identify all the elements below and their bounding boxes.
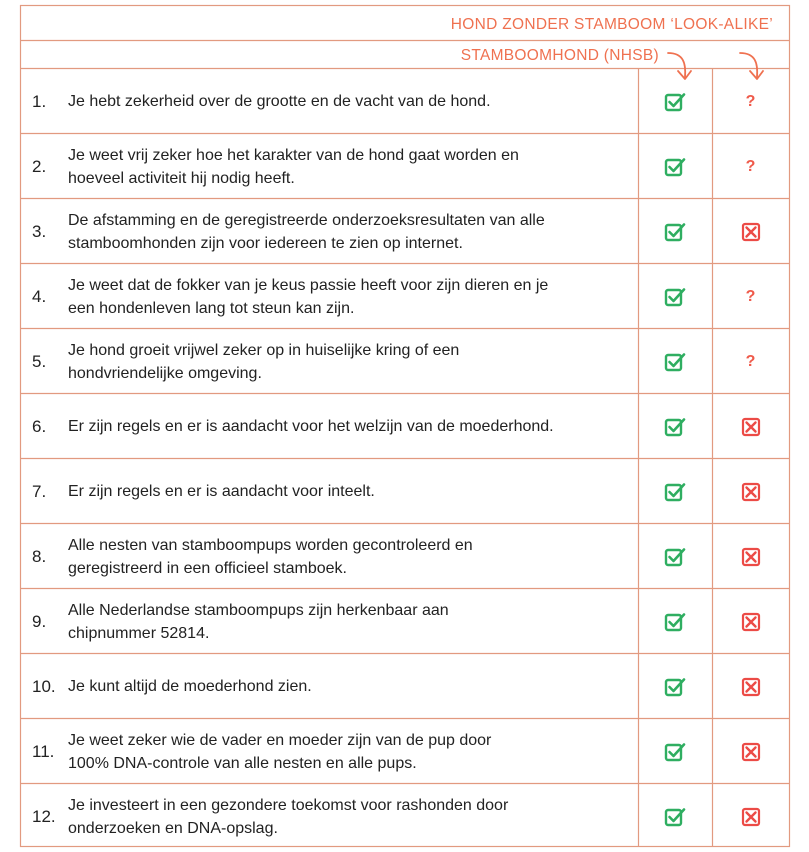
row-text — [68, 459, 628, 524]
pedigree-column-header: STAMBOOMHOND (NHSB) — [460, 47, 659, 64]
row-text-line: hondvriendelijke omgeving. — [68, 364, 262, 382]
lookalike-cell — [712, 459, 789, 524]
question-mark: ? — [745, 287, 756, 305]
cross-icon — [741, 807, 761, 827]
check-icon — [664, 417, 686, 437]
table-row — [20, 459, 789, 524]
row-number: 9. — [32, 611, 47, 631]
row-text — [68, 199, 628, 264]
lookalike-column-header: HOND ZONDER STAMBOOM ‘LOOK-ALIKE’ — [450, 16, 773, 33]
row-number: 8. — [32, 546, 47, 566]
question-mark: ? — [745, 157, 756, 175]
row-text — [68, 329, 628, 394]
check-icon — [664, 807, 686, 827]
row-text-line: De afstamming en de geregistreerde onderzoeksresultaten van alle — [68, 211, 545, 229]
row-text-line: Er zijn regels en er is aandacht voor het welzijn van de moederhond. — [68, 418, 554, 435]
lookalike-cell — [712, 69, 789, 134]
table-row — [20, 654, 789, 719]
lookalike-cell — [712, 589, 789, 654]
row-text-line: Je weet zeker wie de vader en moeder zijn van de pup door — [68, 731, 492, 749]
lookalike-cell — [712, 329, 789, 394]
lookalike-cell — [712, 524, 789, 589]
check-icon — [664, 352, 686, 372]
table-row — [20, 394, 789, 459]
row-number: 11. — [32, 741, 55, 761]
table-row — [20, 719, 789, 784]
pedigree-cell — [638, 69, 712, 134]
row-text-line: Alle nesten van stamboompups worden gecontroleerd en — [68, 536, 473, 554]
pedigree-cell — [638, 784, 712, 849]
row-text-line: chipnummer 52814. — [68, 624, 210, 642]
check-icon — [664, 92, 686, 112]
table-row — [20, 199, 789, 264]
lookalike-cell — [712, 719, 789, 784]
row-text-line: Er zijn regels en er is aandacht voor inteelt. — [68, 483, 375, 500]
row-number: 4. — [32, 286, 47, 306]
row-text-line: een hondenleven lang tot steun kan zijn. — [68, 299, 355, 317]
check-icon — [664, 547, 686, 567]
check-icon — [664, 482, 686, 502]
row-text — [68, 784, 628, 849]
row-text-line: Je hebt zekerheid over de grootte en de vacht van de hond. — [68, 93, 491, 110]
pedigree-cell — [638, 264, 712, 329]
table-row — [20, 784, 789, 849]
check-icon — [664, 742, 686, 762]
row-text — [68, 654, 628, 719]
row-number: 7. — [32, 481, 47, 501]
cross-icon — [741, 482, 761, 502]
row-text — [68, 134, 628, 199]
row-text — [68, 589, 628, 654]
check-icon — [664, 222, 686, 242]
row-number: 3. — [32, 221, 47, 241]
question-mark: ? — [745, 352, 756, 370]
cross-icon — [741, 612, 761, 632]
cross-icon — [741, 677, 761, 697]
lookalike-cell — [712, 394, 789, 459]
question-mark: ? — [745, 92, 756, 110]
pedigree-cell — [638, 199, 712, 264]
row-text-line: onderzoeken en DNA-opslag. — [68, 819, 278, 837]
pedigree-cell — [638, 329, 712, 394]
row-text-line: Je hond groeit vrijwel zeker op in huiselijke kring of een — [68, 341, 460, 359]
row-text — [68, 719, 628, 784]
table-row — [20, 524, 789, 589]
row-text-line: 100% DNA-controle van alle nesten en alle pups. — [68, 754, 417, 772]
lookalike-cell — [712, 134, 789, 199]
row-text-line: Je weet dat de fokker van je keus passie heeft voor zijn dieren en je — [68, 276, 549, 294]
table-row — [20, 134, 789, 199]
row-number: 2. — [32, 156, 47, 176]
row-text — [68, 69, 628, 134]
check-icon — [664, 677, 686, 697]
pedigree-cell — [638, 589, 712, 654]
table-row — [20, 589, 789, 654]
row-number: 6. — [32, 416, 47, 436]
table-row — [20, 264, 789, 329]
lookalike-cell — [712, 264, 789, 329]
row-text — [68, 524, 628, 589]
check-icon — [664, 287, 686, 307]
lookalike-cell — [712, 654, 789, 719]
row-number: 12. — [32, 806, 56, 826]
cross-icon — [741, 222, 761, 242]
table-row — [20, 329, 789, 394]
row-text-line: stamboomhonden zijn voor iedereen te zien op internet. — [68, 234, 463, 252]
table-row — [20, 69, 789, 134]
check-icon — [664, 157, 686, 177]
row-text-line: geregistreerd in een officieel stamboek. — [68, 559, 347, 577]
row-text-line: Alle Nederlandse stamboompups zijn herkenbaar aan — [68, 601, 449, 619]
pedigree-cell — [638, 134, 712, 199]
pedigree-cell — [638, 459, 712, 524]
row-text-line: hoeveel activiteit hij nodig heeft. — [68, 169, 295, 187]
row-number: 1. — [32, 91, 47, 111]
cross-icon — [741, 417, 761, 437]
check-icon — [664, 612, 686, 632]
row-text-line: Je weet vrij zeker hoe het karakter van de hond gaat worden en — [68, 146, 519, 164]
pedigree-cell — [638, 654, 712, 719]
row-text — [68, 264, 628, 329]
row-number: 10. — [32, 676, 56, 696]
pedigree-cell — [638, 524, 712, 589]
row-text — [68, 394, 628, 459]
lookalike-cell — [712, 199, 789, 264]
row-number: 5. — [32, 351, 47, 371]
lookalike-cell — [712, 784, 789, 849]
cross-icon — [741, 547, 761, 567]
cross-icon — [741, 742, 761, 762]
pedigree-cell — [638, 719, 712, 784]
row-text-line: Je investeert in een gezondere toekomst voor rashonden door — [68, 796, 509, 814]
pedigree-cell — [638, 394, 712, 459]
row-text-line: Je kunt altijd de moederhond zien. — [68, 678, 312, 695]
